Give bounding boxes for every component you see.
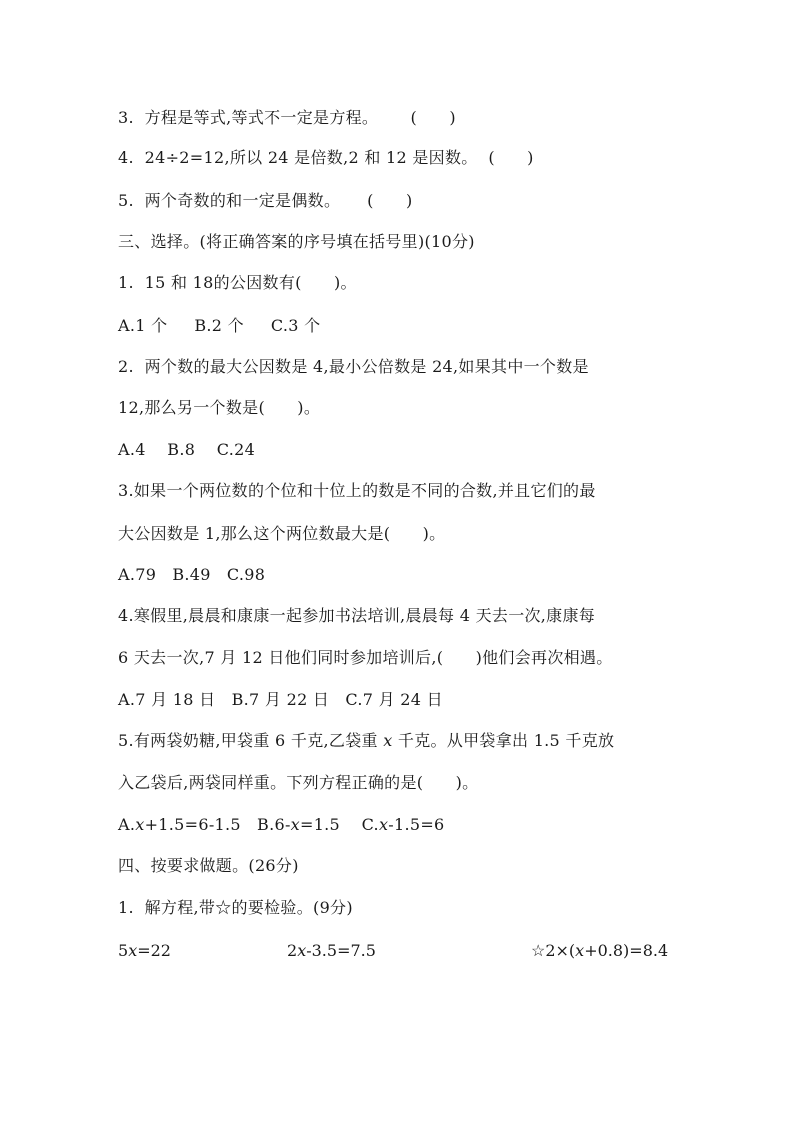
judge-item-4: 4. 24÷2=12,所以 24 是倍数,2 和 12 是因数。 ( ) <box>118 148 534 167</box>
section-4-sub1: 1. 解方程,带☆的要检验。(9分) <box>118 898 353 917</box>
choice-2-question-line2: 12,那么另一个数是( )。 <box>118 398 321 417</box>
variable-x: x <box>297 941 307 960</box>
choice-1-question: 1. 15 和 18的公因数有( )。 <box>118 273 357 292</box>
option-a-rest: +1.5=6-1.5 B.6- <box>144 815 291 834</box>
choice-3-question-line1: 3.如果一个两位数的个位和十位上的数是不同的合数,并且它们的最 <box>118 481 596 500</box>
eq1-prefix: 5 <box>118 941 129 960</box>
choice-5-options <box>118 815 445 835</box>
choice-3-question-line2: 大公因数是 1,那么这个两位数最大是( )。 <box>118 524 446 543</box>
choice-4-question-line2: 6 天去一次,7 月 12 日他们同时参加培训后,( )他们会再次相遇。 <box>118 648 613 667</box>
section-4-heading: 四、按要求做题。(26分) <box>118 856 299 875</box>
choice-1-options: A.1 个 B.2 个 C.3 个 <box>118 316 321 335</box>
option-a-prefix: A. <box>118 815 136 834</box>
option-b-rest: =1.5 C. <box>299 815 379 834</box>
q5-text-a: 5.有两袋奶糖,甲袋重 6 千克,乙袋重 <box>118 731 384 750</box>
choice-4-question-line1: 4.寒假里,晨晨和康康一起参加书法培训,晨晨每 4 天去一次,康康每 <box>118 606 596 625</box>
judge-item-5: 5. 两个奇数的和一定是偶数。 ( ) <box>118 191 413 210</box>
variable-x: x <box>135 815 145 834</box>
section-3-heading: 三、选择。(将正确答案的序号填在括号里)(10分) <box>118 232 475 251</box>
eq2-rest: -3.5=7.5 <box>306 941 376 960</box>
choice-5-question-line2: 入乙袋后,两袋同样重。下列方程正确的是( )。 <box>118 773 479 792</box>
eq3-rest: +0.8)=8.4 <box>584 941 669 960</box>
judge-item-3: 3. 方程是等式,等式不一定是方程。 ( ) <box>118 108 456 127</box>
variable-x: x <box>383 731 393 750</box>
option-c-rest: -1.5=6 <box>388 815 445 834</box>
eq2-prefix: 2 <box>287 941 298 960</box>
variable-x: x <box>575 941 585 960</box>
choice-2-options: A.4 B.8 C.24 <box>118 440 256 459</box>
choice-5-question-line1 <box>118 731 614 751</box>
eq1-rest: =22 <box>137 941 171 960</box>
choice-2-question-line1: 2. 两个数的最大公因数是 4,最小公倍数是 24,如果其中一个数是 <box>118 357 589 376</box>
eq3-prefix: ☆2×( <box>531 941 576 960</box>
equation-2 <box>287 941 376 961</box>
choice-4-options: A.7 月 18 日 B.7 月 22 日 C.7 月 24 日 <box>118 690 443 709</box>
equation-1 <box>118 941 171 961</box>
choice-3-options: A.79 B.49 C.98 <box>118 565 266 584</box>
q5-text-b: 千克。从甲袋拿出 1.5 千克放 <box>392 731 615 750</box>
equation-3 <box>531 941 668 961</box>
variable-x: x <box>290 815 300 834</box>
variable-x: x <box>378 815 389 834</box>
variable-x: x <box>128 941 138 960</box>
